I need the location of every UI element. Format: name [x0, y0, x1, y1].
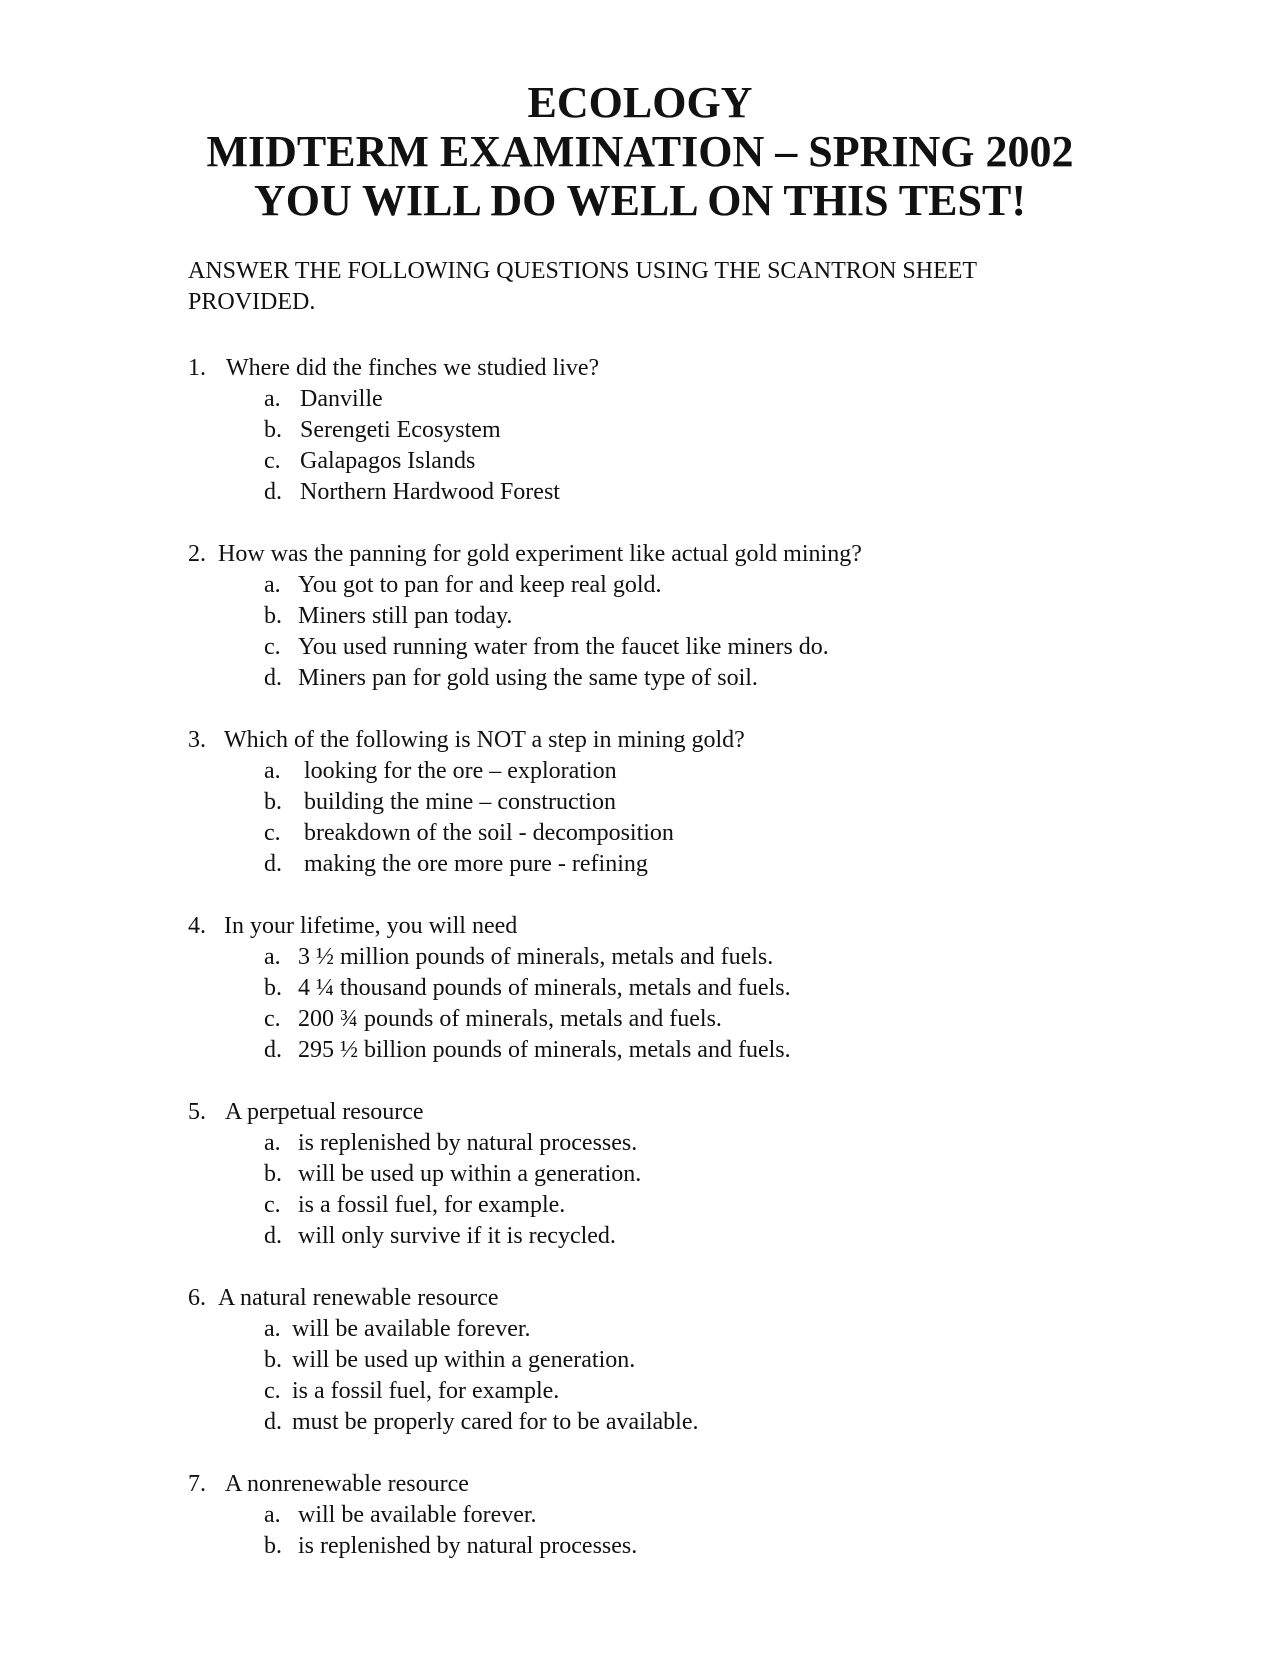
choice-text: is replenished by natural processes. — [298, 1130, 638, 1156]
question-text: A natural renewable resource — [218, 1285, 499, 1311]
choice-letter: d. — [264, 1223, 282, 1249]
choice-letter: c. — [264, 1192, 281, 1218]
choice-text: will be used up within a generation. — [292, 1347, 636, 1373]
choice-letter: b. — [264, 789, 282, 815]
choice-letter: d. — [264, 479, 282, 505]
choice-a — [188, 1128, 1148, 1159]
choice-d — [188, 663, 1148, 694]
question-5 — [188, 1097, 1148, 1252]
question-number: 1. — [188, 355, 206, 381]
choice-text: is a fossil fuel, for example. — [292, 1378, 560, 1404]
choice-text: Danville — [300, 386, 383, 412]
choice-letter: b. — [264, 975, 282, 1001]
choice-b — [188, 1159, 1148, 1190]
question-7 — [188, 1469, 1148, 1562]
choice-a — [188, 384, 1148, 415]
choice-text: breakdown of the soil - decomposition — [304, 820, 674, 846]
exam-title: MIDTERM EXAMINATION – SPRING 2002 — [206, 127, 1074, 176]
instructions: ANSWER THE FOLLOWING QUESTIONS USING THE SCANTRON SHEET PROVIDED. — [188, 258, 977, 315]
choice-letter: b. — [264, 603, 282, 629]
choice-d — [188, 849, 1148, 880]
question-3 — [188, 725, 1148, 880]
choice-d — [188, 1407, 1148, 1438]
choice-letter: c. — [264, 820, 281, 846]
choice-letter: a. — [264, 758, 281, 784]
question-text: A perpetual resource — [225, 1099, 424, 1125]
choice-letter: d. — [264, 1409, 282, 1435]
question-list — [188, 353, 1148, 1593]
question-number: 6. — [188, 1285, 206, 1311]
choice-c — [188, 1376, 1148, 1407]
choice-text: must be properly cared for to be available. — [292, 1409, 699, 1435]
choice-letter: d. — [264, 665, 282, 691]
question-text: Which of the following is NOT a step in mining gold? — [224, 727, 745, 753]
choice-letter: c. — [264, 1378, 281, 1404]
choice-letter: a. — [264, 1502, 281, 1528]
choice-text: 3 ½ million pounds of minerals, metals and fuels. — [298, 944, 774, 970]
choice-text: Miners still pan today. — [298, 603, 513, 629]
choice-a — [188, 756, 1148, 787]
choice-text: will be available forever. — [298, 1502, 537, 1528]
choice-d — [188, 1035, 1148, 1066]
choice-letter: a. — [264, 1130, 281, 1156]
choice-letter: b. — [264, 1347, 282, 1373]
choice-b — [188, 1531, 1148, 1562]
choice-letter: b. — [264, 1533, 282, 1559]
choice-text: 200 ¾ pounds of minerals, metals and fuels. — [298, 1006, 722, 1032]
choice-text: You got to pan for and keep real gold. — [298, 572, 662, 598]
choice-c — [188, 632, 1148, 663]
choice-letter: c. — [264, 448, 281, 474]
choice-letter: a. — [264, 386, 281, 412]
choice-text: Miners pan for gold using the same type of soil. — [298, 665, 758, 691]
question-number: 4. — [188, 913, 206, 939]
choice-c — [188, 1190, 1148, 1221]
choice-letter: d. — [264, 851, 282, 877]
choice-text: building the mine – construction — [304, 789, 616, 815]
question-text: Where did the finches we studied live? — [226, 355, 600, 381]
choice-text: Northern Hardwood Forest — [300, 479, 560, 505]
choice-letter: a. — [264, 944, 281, 970]
choice-text: You used running water from the faucet like miners do. — [298, 634, 829, 660]
choice-text: will be used up within a generation. — [298, 1161, 642, 1187]
question-number: 5. — [188, 1099, 206, 1125]
choice-b — [188, 415, 1148, 446]
choice-text: Galapagos Islands — [300, 448, 476, 474]
question-2 — [188, 539, 1148, 694]
choice-text: is replenished by natural processes. — [298, 1533, 638, 1559]
choice-letter: c. — [264, 634, 281, 660]
question-number: 2. — [188, 541, 206, 567]
question-6 — [188, 1283, 1148, 1438]
choice-text: will only survive if it is recycled. — [298, 1223, 616, 1249]
choice-a — [188, 1314, 1148, 1345]
choice-b — [188, 601, 1148, 632]
choice-d — [188, 1221, 1148, 1252]
question-number: 3. — [188, 727, 206, 753]
choice-text: looking for the ore – exploration — [304, 758, 617, 784]
choice-letter: a. — [264, 1316, 281, 1342]
question-1 — [188, 353, 1148, 508]
choice-text: will be available forever. — [292, 1316, 531, 1342]
choice-b — [188, 973, 1148, 1004]
choice-letter: c. — [264, 1006, 281, 1032]
choice-a — [188, 1500, 1148, 1531]
choice-letter: a. — [264, 572, 281, 598]
choice-text: 4 ¼ thousand pounds of minerals, metals and fuels. — [298, 975, 791, 1001]
choice-b — [188, 787, 1148, 818]
choice-letter: b. — [264, 417, 282, 443]
choice-c — [188, 446, 1148, 477]
choice-c — [188, 1004, 1148, 1035]
choice-a — [188, 942, 1148, 973]
choice-c — [188, 818, 1148, 849]
choice-b — [188, 1345, 1148, 1376]
question-number: 7. — [188, 1471, 206, 1497]
choice-text: is a fossil fuel, for example. — [298, 1192, 566, 1218]
question-text: In your lifetime, you will need — [224, 913, 518, 939]
choice-letter: d. — [264, 1037, 282, 1063]
choice-d — [188, 477, 1148, 508]
question-4 — [188, 911, 1148, 1066]
question-text: A nonrenewable resource — [225, 1471, 469, 1497]
choice-a — [188, 570, 1148, 601]
encouragement-title: YOU WILL DO WELL ON THIS TEST! — [254, 176, 1026, 225]
question-text: How was the panning for gold experiment like actual gold mining? — [218, 541, 862, 567]
course-title: ECOLOGY — [527, 78, 753, 127]
choice-letter: b. — [264, 1161, 282, 1187]
exam-header — [0, 78, 1280, 225]
choice-text: 295 ½ billion pounds of minerals, metals and fuels. — [298, 1037, 791, 1063]
choice-text: making the ore more pure - refining — [304, 851, 648, 877]
choice-text: Serengeti Ecosystem — [300, 417, 501, 443]
